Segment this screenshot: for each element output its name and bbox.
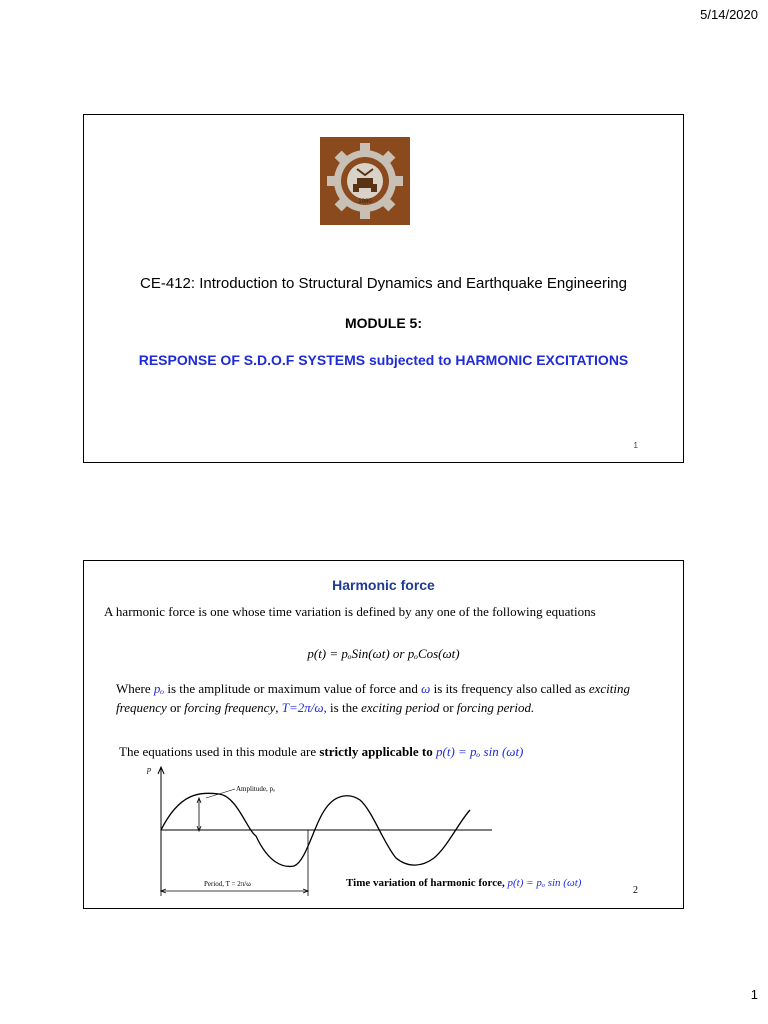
course-title: CE-412: Introduction to Structural Dynamics and Earthquake Engineering [140,275,627,292]
axis-label-p: p [147,765,151,774]
module-subtitle: RESPONSE OF S.D.O.F SYSTEMS subjected to HARMONIC EXCITATIONS [138,352,629,368]
po-symbol: pₒ [153,681,165,696]
slide-2 [83,560,684,909]
university-logo [320,137,410,225]
slide-1 [83,114,684,463]
period-label: Period, T = 2π/ω [204,880,251,888]
period-formula: T=2π/ω, [281,700,327,715]
sine-equation: p(t) = pₒ sin (ωt) [436,744,524,759]
amplitude-label: Amplitude, pₒ [236,785,275,793]
omega-symbol: ω [421,681,431,696]
slide-heading: Harmonic force [332,577,435,593]
intro-text: A harmonic force is one whose time variation is defined by any one of the following equations [104,604,596,619]
slide-number: 1 [633,441,638,450]
applicability-note: The equations used in this module are strictly applicable to p(t) = pₒ sin (ωt) [119,744,524,759]
definition-paragraph: Where pₒ is the amplitude or maximum value of force and ω is its frequency also called as exciting frequency or forcing frequency, T=2π/ω, is the exciting period or forcing period. [116,681,630,715]
figure-caption: Time variation of harmonic force, p(t) = pₒ sin (ωt) [346,877,582,889]
module-label: MODULE 5: [345,315,422,331]
slide-number: 2 [633,885,638,896]
page-date: 5/14/2020 [700,7,758,22]
page-number: 1 [750,987,758,1002]
equation: p(t) = pₒSin(ωt) or pₒCos(ωt) [307,646,460,661]
logo-year: 1980 [358,199,372,205]
